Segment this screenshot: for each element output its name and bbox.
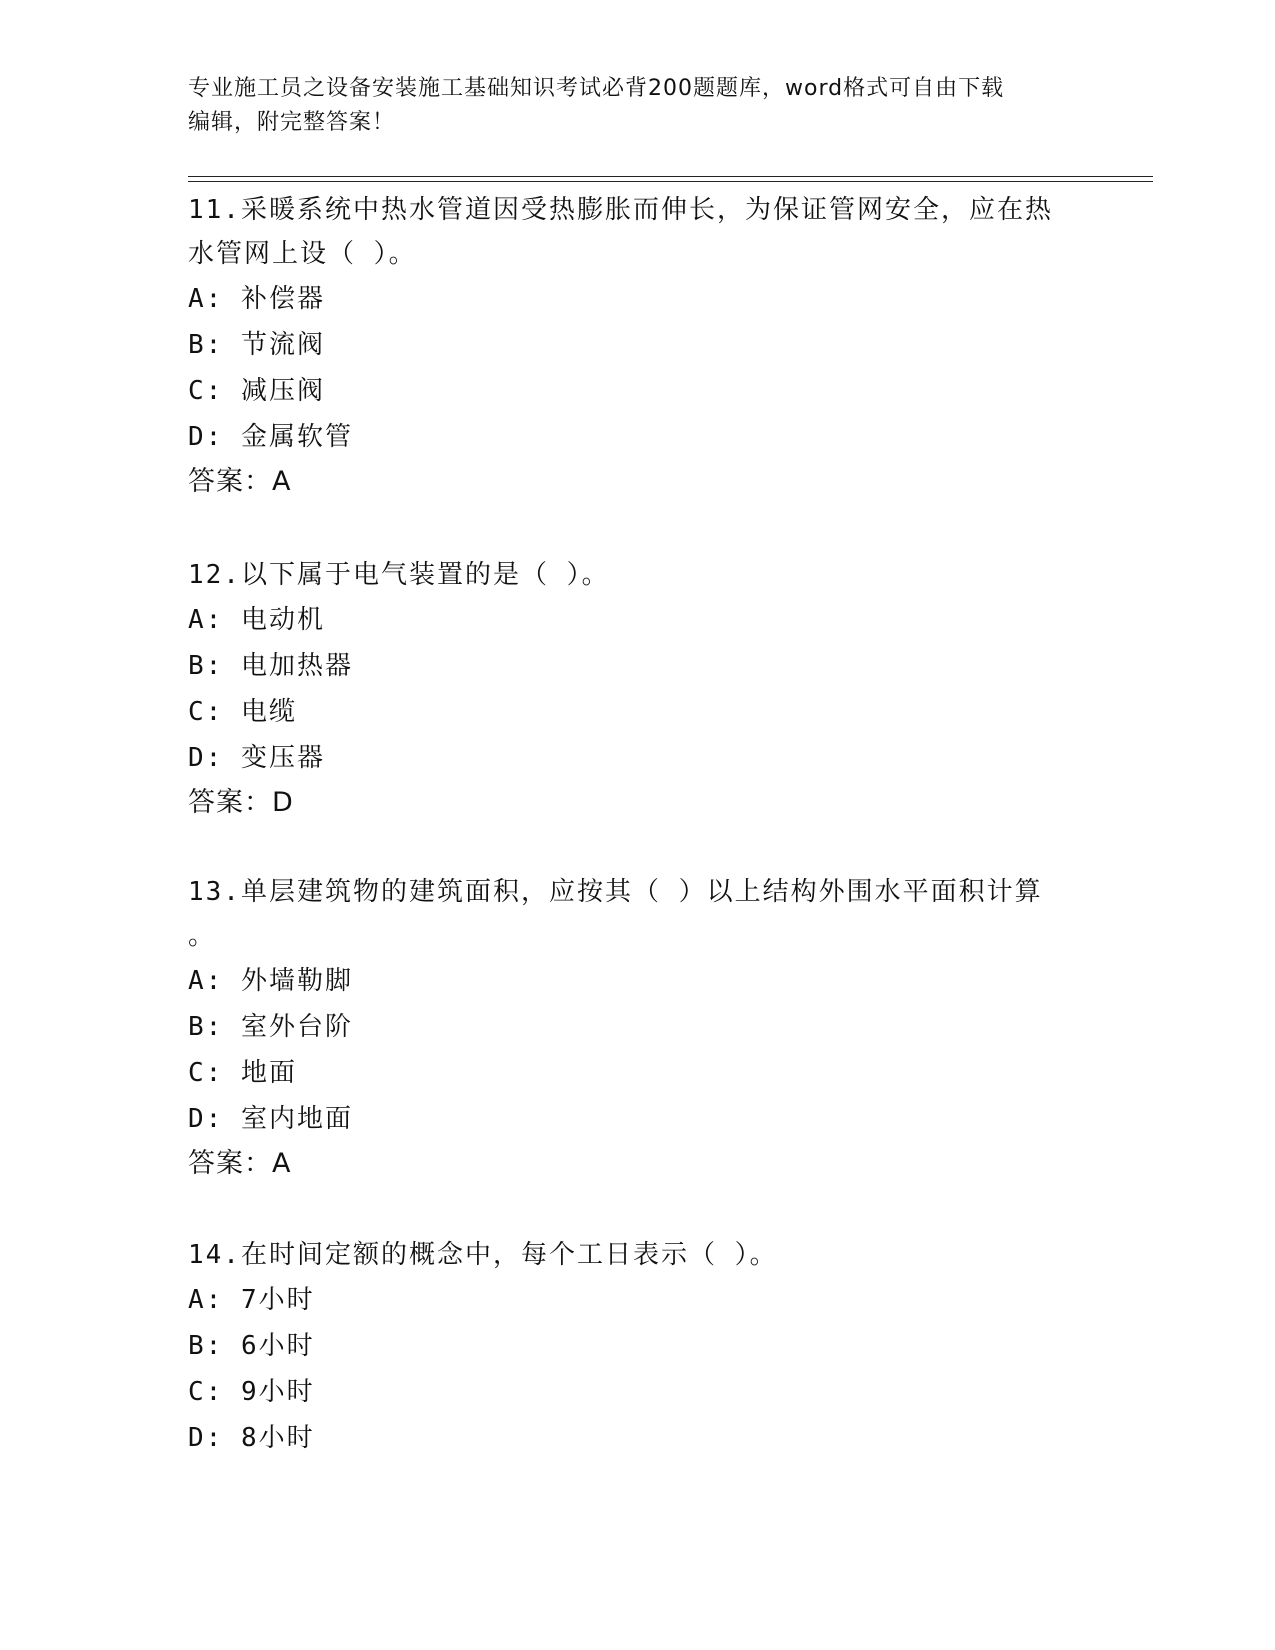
option-d: D: 金属软管 xyxy=(188,422,353,452)
option-d: D: 变压器 xyxy=(188,743,325,773)
option-a: A: 电动机 xyxy=(188,605,325,635)
option-a: A: 外墙勒脚 xyxy=(188,966,353,996)
option-c: C: 减压阀 xyxy=(188,376,325,406)
question-stem-line-2: 水管网上设（ ）。 xyxy=(188,239,417,269)
header-divider-top xyxy=(188,176,1153,177)
option-b: B: 6小时 xyxy=(188,1331,315,1361)
question-stem-line-1: 12.以下属于电气装置的是（ ）。 xyxy=(188,560,610,590)
option-b: B: 节流阀 xyxy=(188,330,325,360)
question-stem-line-2: 。 xyxy=(188,921,217,951)
header-line-2: 编辑，附完整答案！ xyxy=(188,110,396,135)
question-stem-line-1: 13.单层建筑物的建筑面积，应按其（ ）以上结构外围水平面积计算 xyxy=(188,877,1043,907)
answer: 答案：A xyxy=(188,466,292,497)
option-c: C: 地面 xyxy=(188,1058,297,1088)
document-header xyxy=(188,72,1068,140)
option-d: D: 室内地面 xyxy=(188,1104,353,1134)
answer: 答案：A xyxy=(188,1148,292,1179)
question-12 xyxy=(188,553,1088,825)
answer: 答案：D xyxy=(188,787,294,818)
option-b: B: 电加热器 xyxy=(188,651,353,681)
question-stem-line-1: 14.在时间定额的概念中，每个工日表示（ ）。 xyxy=(188,1240,778,1270)
option-d: D: 8小时 xyxy=(188,1423,315,1453)
header-line-1: 专业施工员之设备安装施工基础知识考试必背200题题库，word格式可自由下载 xyxy=(188,76,1005,101)
option-c: C: 电缆 xyxy=(188,697,297,727)
question-11 xyxy=(188,188,1088,504)
option-a: A: 补偿器 xyxy=(188,284,325,314)
option-a: A: 7小时 xyxy=(188,1285,315,1315)
question-14 xyxy=(188,1233,1088,1461)
option-c: C: 9小时 xyxy=(188,1377,315,1407)
option-b: B: 室外台阶 xyxy=(188,1012,353,1042)
question-13 xyxy=(188,870,1088,1186)
header-divider-bottom xyxy=(188,181,1153,182)
question-stem-line-1: 11.采暖系统中热水管道因受热膨胀而伸长，为保证管网安全，应在热 xyxy=(188,195,1053,225)
